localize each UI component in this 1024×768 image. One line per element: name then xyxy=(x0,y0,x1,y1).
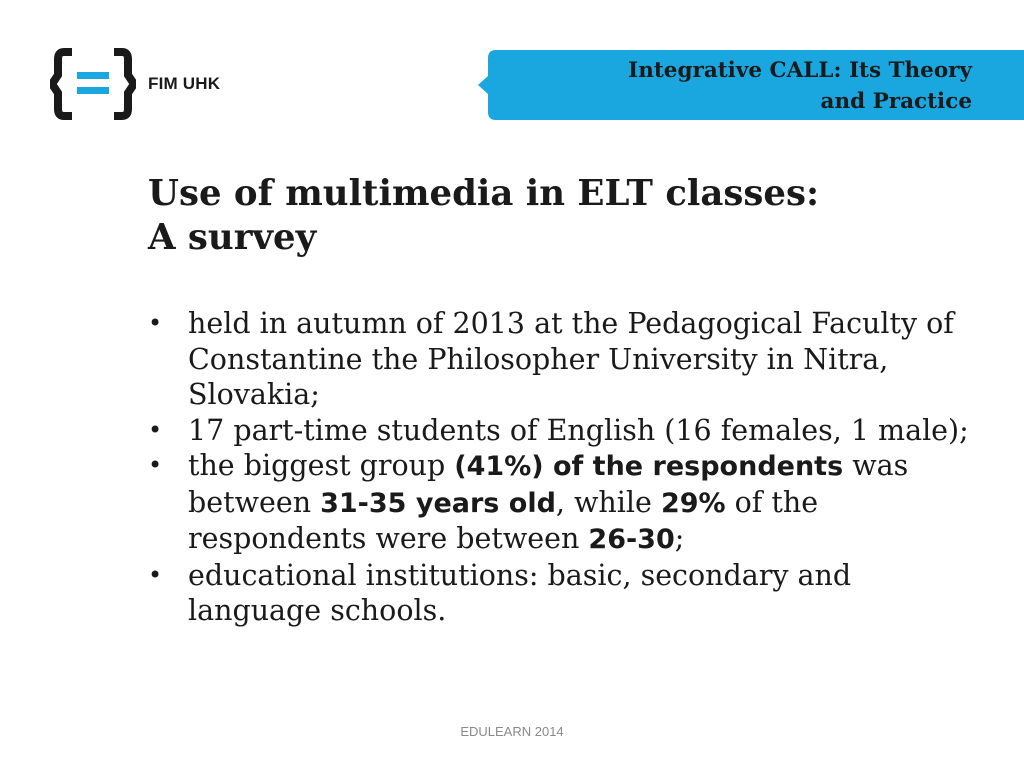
bullet-item xyxy=(148,448,978,558)
banner-title-line2: and Practice xyxy=(820,89,972,114)
logo-text: FIM UHK xyxy=(148,74,221,93)
curly-braces-equals-icon xyxy=(50,48,136,120)
bullet-icon: • xyxy=(148,415,163,444)
header-banner xyxy=(478,50,1024,120)
bullet-text: the biggest group xyxy=(188,449,455,482)
slide-heading xyxy=(148,172,978,260)
logo xyxy=(50,48,220,120)
bullet-bold-text: 26-30 xyxy=(588,524,675,555)
banner-title xyxy=(532,55,972,117)
bullet-icon: • xyxy=(148,309,163,337)
bullet-icon: • xyxy=(148,560,163,589)
banner-title-line1: Integrative CALL: Its Theory xyxy=(628,58,972,83)
bullet-list xyxy=(148,306,978,629)
bullet-text: ; xyxy=(674,522,685,555)
bullet-text: 17 part-time students of English (16 females, 1 male); xyxy=(188,413,969,447)
bullet-bold-text: 31-35 years old xyxy=(320,487,556,519)
bullet-text: , while xyxy=(555,485,661,519)
bullet-icon: • xyxy=(148,451,163,479)
bullet-bold-text: (41%) of the respondents xyxy=(454,451,844,482)
bullet-text: of the respondents were between xyxy=(188,485,819,555)
bullet-text: was between xyxy=(188,449,909,519)
bullet-bold-text: 29% xyxy=(660,487,726,519)
slide-heading-line2: A survey xyxy=(148,217,317,258)
bullet-item xyxy=(148,413,978,449)
bullet-item xyxy=(148,306,978,413)
footer-text: EDULEARN 2014 xyxy=(460,724,564,739)
bullet-text: held in autumn of 2013 at the Pedagogical Faculty of Constantine the Philosopher University in Nitra, Slovakia; xyxy=(188,307,954,411)
bullet-text: educational institutions: basic, secondary and language schools. xyxy=(188,558,852,627)
slide-heading-line1: Use of multimedia in ELT classes: xyxy=(148,173,820,214)
bullet-item xyxy=(148,558,978,629)
